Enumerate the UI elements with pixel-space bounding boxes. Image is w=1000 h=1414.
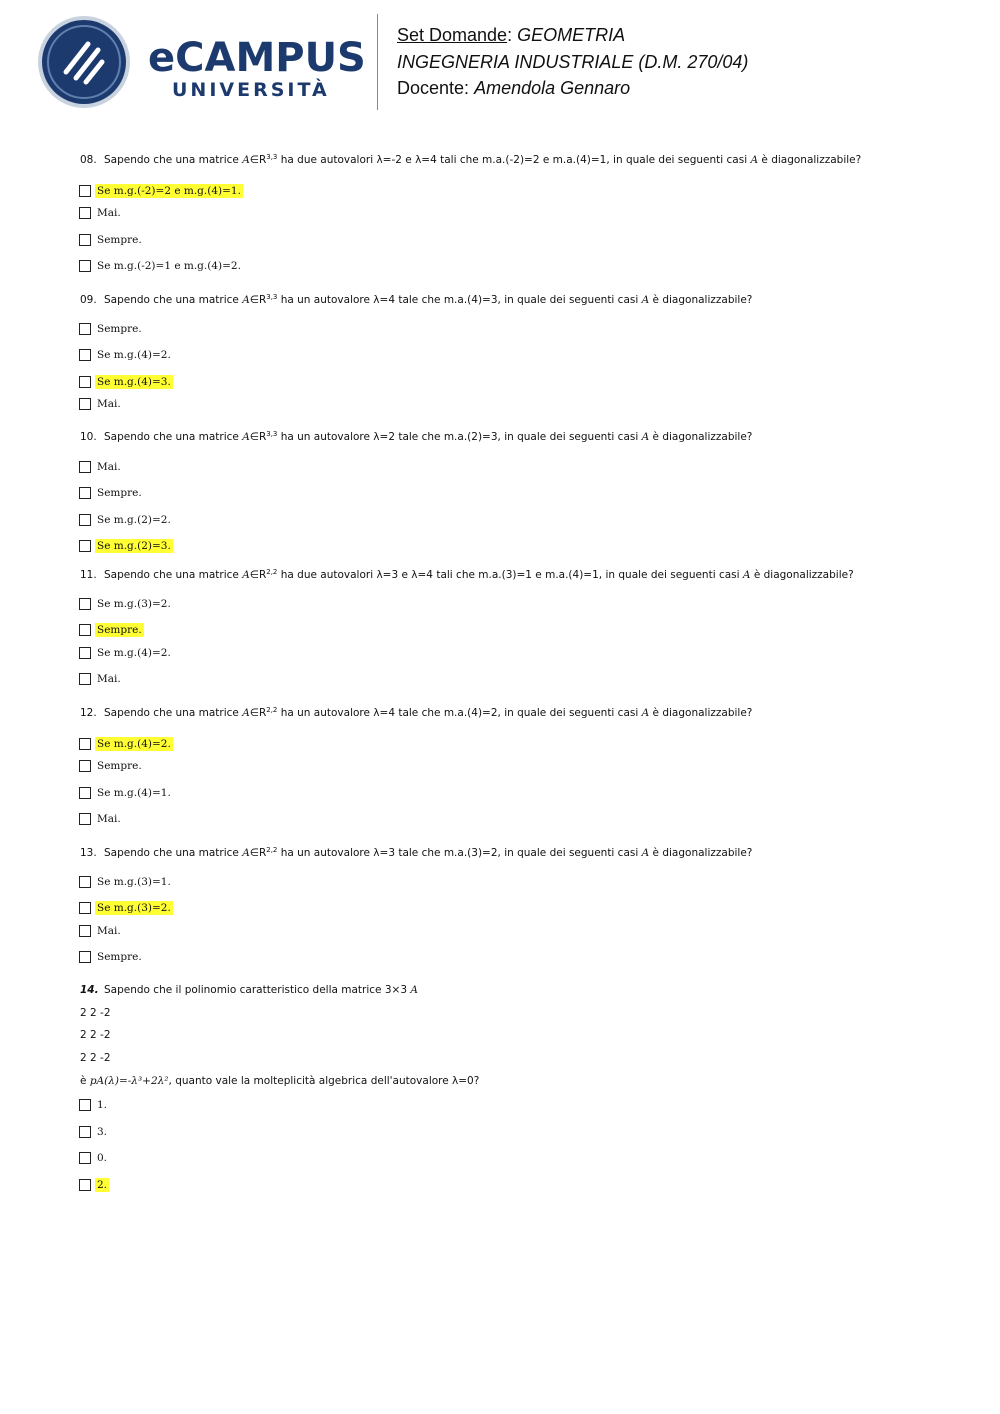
- answer-checkbox[interactable]: [79, 925, 91, 937]
- matrix-symbol: A: [742, 569, 751, 581]
- answer-label: Sempre.: [97, 487, 142, 499]
- answer-checkbox[interactable]: [79, 1126, 91, 1138]
- matrix-symbol: A: [242, 431, 250, 443]
- answer-checkbox[interactable]: [79, 1099, 91, 1111]
- question-text: [80, 430, 752, 443]
- answer-label: Se m.g.(3)=2.: [97, 598, 171, 610]
- answer-option[interactable]: [79, 484, 144, 502]
- answer-label: Mai.: [97, 461, 121, 473]
- answer-option[interactable]: [79, 670, 123, 688]
- question-text-part: Sapendo che una matrice: [104, 569, 243, 581]
- answer-label-correct: Se m.g.(4)=3.: [97, 376, 171, 388]
- question-text-part: ha un autovalore λ=4 tale che m.a.(4)=3, in quale dei seguenti casi: [277, 294, 642, 306]
- question-text: [80, 984, 418, 996]
- answer-checkbox[interactable]: [79, 398, 91, 410]
- answer-checkbox[interactable]: [79, 902, 91, 914]
- matrix-symbol: A: [242, 847, 250, 859]
- answer-label: Se m.g.(4)=2.: [97, 349, 171, 361]
- answer-checkbox[interactable]: [79, 1152, 91, 1164]
- answer-checkbox[interactable]: [79, 487, 91, 499]
- set-symbol: ∈R: [249, 847, 267, 859]
- answer-label-correct: 2.: [97, 1179, 108, 1191]
- answer-checkbox[interactable]: [79, 787, 91, 799]
- matrix-dimension: 3,3: [266, 430, 278, 438]
- logo-text-sub: UNIVERSITÀ: [172, 79, 330, 101]
- answer-label: 0.: [97, 1152, 108, 1164]
- matrix-dimension: 3,3: [266, 293, 278, 301]
- answer-label: Mai.: [97, 813, 121, 825]
- matrix-symbol: A: [242, 569, 250, 581]
- question-number: 13.: [80, 847, 97, 859]
- set-symbol: ∈R: [249, 707, 267, 719]
- answer-option[interactable]: [79, 231, 144, 249]
- question-text: [80, 1075, 479, 1087]
- question-number: 08.: [80, 154, 97, 166]
- answer-label: 1.: [97, 1099, 108, 1111]
- question-text: [80, 846, 752, 859]
- answer-label: Sempre.: [97, 234, 142, 246]
- answer-label: Se m.g.(2)=2.: [97, 514, 171, 526]
- answer-checkbox[interactable]: [79, 376, 91, 388]
- answer-label: 3.: [97, 1126, 108, 1138]
- logo-text-main: eCAMPUS: [148, 35, 366, 81]
- answer-label-correct: Se m.g.(3)=2.: [97, 902, 171, 914]
- question-number: 11.: [80, 569, 97, 581]
- answer-checkbox[interactable]: [79, 951, 91, 963]
- question-text: [80, 293, 752, 306]
- answer-option[interactable]: [79, 621, 144, 639]
- answer-option[interactable]: [79, 1149, 109, 1167]
- question-text-part: è diagonalizzabile?: [649, 707, 753, 719]
- answer-option[interactable]: [79, 257, 243, 275]
- answer-checkbox[interactable]: [79, 234, 91, 246]
- question-number: 10.: [80, 431, 97, 443]
- characteristic-polynomial: pA(λ)=-λ³+2λ²: [89, 1075, 169, 1087]
- matrix-symbol: A: [641, 294, 650, 306]
- question-text-part: ha un autovalore λ=3 tale che m.a.(3)=2, in quale dei seguenti casi: [277, 847, 642, 859]
- matrix-dimension: 3,3: [266, 153, 278, 161]
- question-text-part: è diagonalizzabile?: [649, 431, 753, 443]
- answer-checkbox[interactable]: [79, 598, 91, 610]
- answer-label: Sempre.: [97, 323, 142, 335]
- answer-option[interactable]: [79, 899, 173, 917]
- question-text-part: Sapendo che una matrice: [104, 431, 243, 443]
- answer-checkbox[interactable]: [79, 207, 91, 219]
- question-text-part: ha un autovalore λ=2 tale che m.a.(2)=3, in quale dei seguenti casi: [277, 431, 642, 443]
- answer-checkbox[interactable]: [79, 514, 91, 526]
- question-text: [80, 153, 861, 166]
- answer-option[interactable]: [79, 1176, 109, 1194]
- answer-option[interactable]: [79, 395, 123, 413]
- question-text-part: ha un autovalore λ=4 tale che m.a.(4)=2, in quale dei seguenti casi: [277, 707, 642, 719]
- answer-label: Se m.g.(-2)=1 e m.g.(4)=2.: [97, 260, 241, 272]
- answer-checkbox[interactable]: [79, 260, 91, 272]
- matrix-dimension: 2,2: [266, 706, 278, 714]
- answer-option[interactable]: [79, 346, 173, 364]
- docente-label: Docente:: [397, 78, 470, 98]
- answer-label: Mai.: [97, 398, 121, 410]
- answer-option[interactable]: [79, 373, 173, 391]
- answer-label-correct: Se m.g.(4)=2.: [97, 738, 171, 750]
- answer-label: Se m.g.(4)=1.: [97, 787, 171, 799]
- question-text-part: è diagonalizzabile?: [750, 569, 854, 581]
- set-value: GEOMETRIA: [517, 25, 626, 45]
- answer-option[interactable]: [79, 735, 173, 753]
- question-number: 14.: [80, 984, 99, 996]
- set-symbol: ∈R: [249, 294, 267, 306]
- answer-label-correct: Sempre.: [97, 624, 142, 636]
- question-number: 09.: [80, 294, 97, 306]
- answer-option[interactable]: [79, 458, 123, 476]
- answer-option[interactable]: [79, 537, 173, 555]
- answer-option[interactable]: [79, 644, 173, 662]
- answer-option[interactable]: [79, 784, 173, 802]
- question-text-part: è diagonalizzabile?: [758, 154, 862, 166]
- set-symbol: ∈R: [249, 154, 267, 166]
- matrix-row: 2 2 -2: [80, 1052, 111, 1064]
- answer-option[interactable]: [79, 873, 173, 891]
- answer-checkbox[interactable]: [79, 673, 91, 685]
- answer-label: Sempre.: [97, 951, 142, 963]
- question-text-part: Sapendo che una matrice: [104, 154, 243, 166]
- matrix-row: 2 2 -2: [80, 1029, 111, 1041]
- answer-label: Mai.: [97, 925, 121, 937]
- set-label: Set Domande: [397, 25, 508, 45]
- answer-checkbox[interactable]: [79, 349, 91, 361]
- answer-checkbox[interactable]: [79, 1179, 91, 1191]
- answer-checkbox[interactable]: [79, 461, 91, 473]
- answer-option[interactable]: [79, 511, 173, 529]
- answer-label: Sempre.: [97, 760, 142, 772]
- matrix-row: 2 2 -2: [80, 1007, 111, 1019]
- matrix-symbol: A: [242, 707, 250, 719]
- question-text-part: è: [80, 1075, 90, 1087]
- answer-option[interactable]: [79, 1096, 109, 1114]
- question-text: [80, 568, 854, 581]
- question-text: [80, 706, 752, 719]
- question-text-part: , quanto vale la molteplicità algebrica dell'autovalore λ=0?: [168, 1075, 480, 1087]
- matrix-symbol: A: [242, 294, 250, 306]
- answer-label-correct: Se m.g.(2)=3.: [97, 540, 171, 552]
- answer-label: Se m.g.(3)=1.: [97, 876, 171, 888]
- answer-option[interactable]: [79, 1123, 109, 1141]
- answer-checkbox[interactable]: [79, 624, 91, 636]
- set-line: Set Domande: GEOMETRIA: [397, 25, 626, 45]
- matrix-symbol: A: [641, 707, 650, 719]
- answer-option[interactable]: [79, 182, 243, 200]
- set-symbol: ∈R: [249, 431, 267, 443]
- answer-checkbox[interactable]: [79, 185, 91, 197]
- question-text-part: è diagonalizzabile?: [649, 847, 753, 859]
- answer-option[interactable]: [79, 948, 144, 966]
- answer-checkbox[interactable]: [79, 876, 91, 888]
- matrix-symbol: A: [750, 154, 759, 166]
- answer-checkbox[interactable]: [79, 323, 91, 335]
- question-text-part: Sapendo che una matrice: [104, 294, 243, 306]
- answer-label-correct: Se m.g.(-2)=2 e m.g.(4)=1.: [97, 185, 241, 197]
- matrix-symbol: A: [641, 431, 650, 443]
- question-text-part: ha due autovalori λ=3 e λ=4 tali che m.a.(3)=1 e m.a.(4)=1, in quale dei seguenti casi: [277, 569, 743, 581]
- answer-option[interactable]: [79, 320, 144, 338]
- answer-checkbox[interactable]: [79, 647, 91, 659]
- answer-option[interactable]: [79, 922, 123, 940]
- answer-label: Se m.g.(4)=2.: [97, 647, 171, 659]
- answer-option[interactable]: [79, 204, 123, 222]
- answer-checkbox[interactable]: [79, 813, 91, 825]
- course-value: INGEGNERIA INDUSTRIALE (D.M. 270/04): [397, 51, 749, 72]
- docente-value: Amendola Gennaro: [474, 78, 631, 98]
- answer-checkbox[interactable]: [79, 540, 91, 552]
- answer-checkbox[interactable]: [79, 760, 91, 772]
- answer-checkbox[interactable]: [79, 738, 91, 750]
- question-text-part: Sapendo che una matrice: [104, 707, 243, 719]
- question-text-part: ha due autovalori λ=-2 e λ=4 tali che m.a.(-2)=2 e m.a.(4)=1, in quale dei seguenti casi: [277, 154, 751, 166]
- question-text-part: Sapendo che il polinomio caratteristico della matrice 3×3: [104, 984, 411, 996]
- answer-option[interactable]: [79, 757, 144, 775]
- matrix-symbol: A: [410, 984, 418, 996]
- matrix-dimension: 2,2: [266, 846, 278, 854]
- matrix-symbol: A: [242, 154, 250, 166]
- question-text-part: è diagonalizzabile?: [649, 294, 753, 306]
- question-text-part: Sapendo che una matrice: [104, 847, 243, 859]
- set-symbol: ∈R: [249, 569, 267, 581]
- question-number: 12.: [80, 707, 97, 719]
- matrix-symbol: A: [641, 847, 650, 859]
- answer-option[interactable]: [79, 595, 173, 613]
- answer-label: Mai.: [97, 207, 121, 219]
- answer-label: Mai.: [97, 673, 121, 685]
- answer-option[interactable]: [79, 810, 123, 828]
- matrix-dimension: 2,2: [266, 568, 278, 576]
